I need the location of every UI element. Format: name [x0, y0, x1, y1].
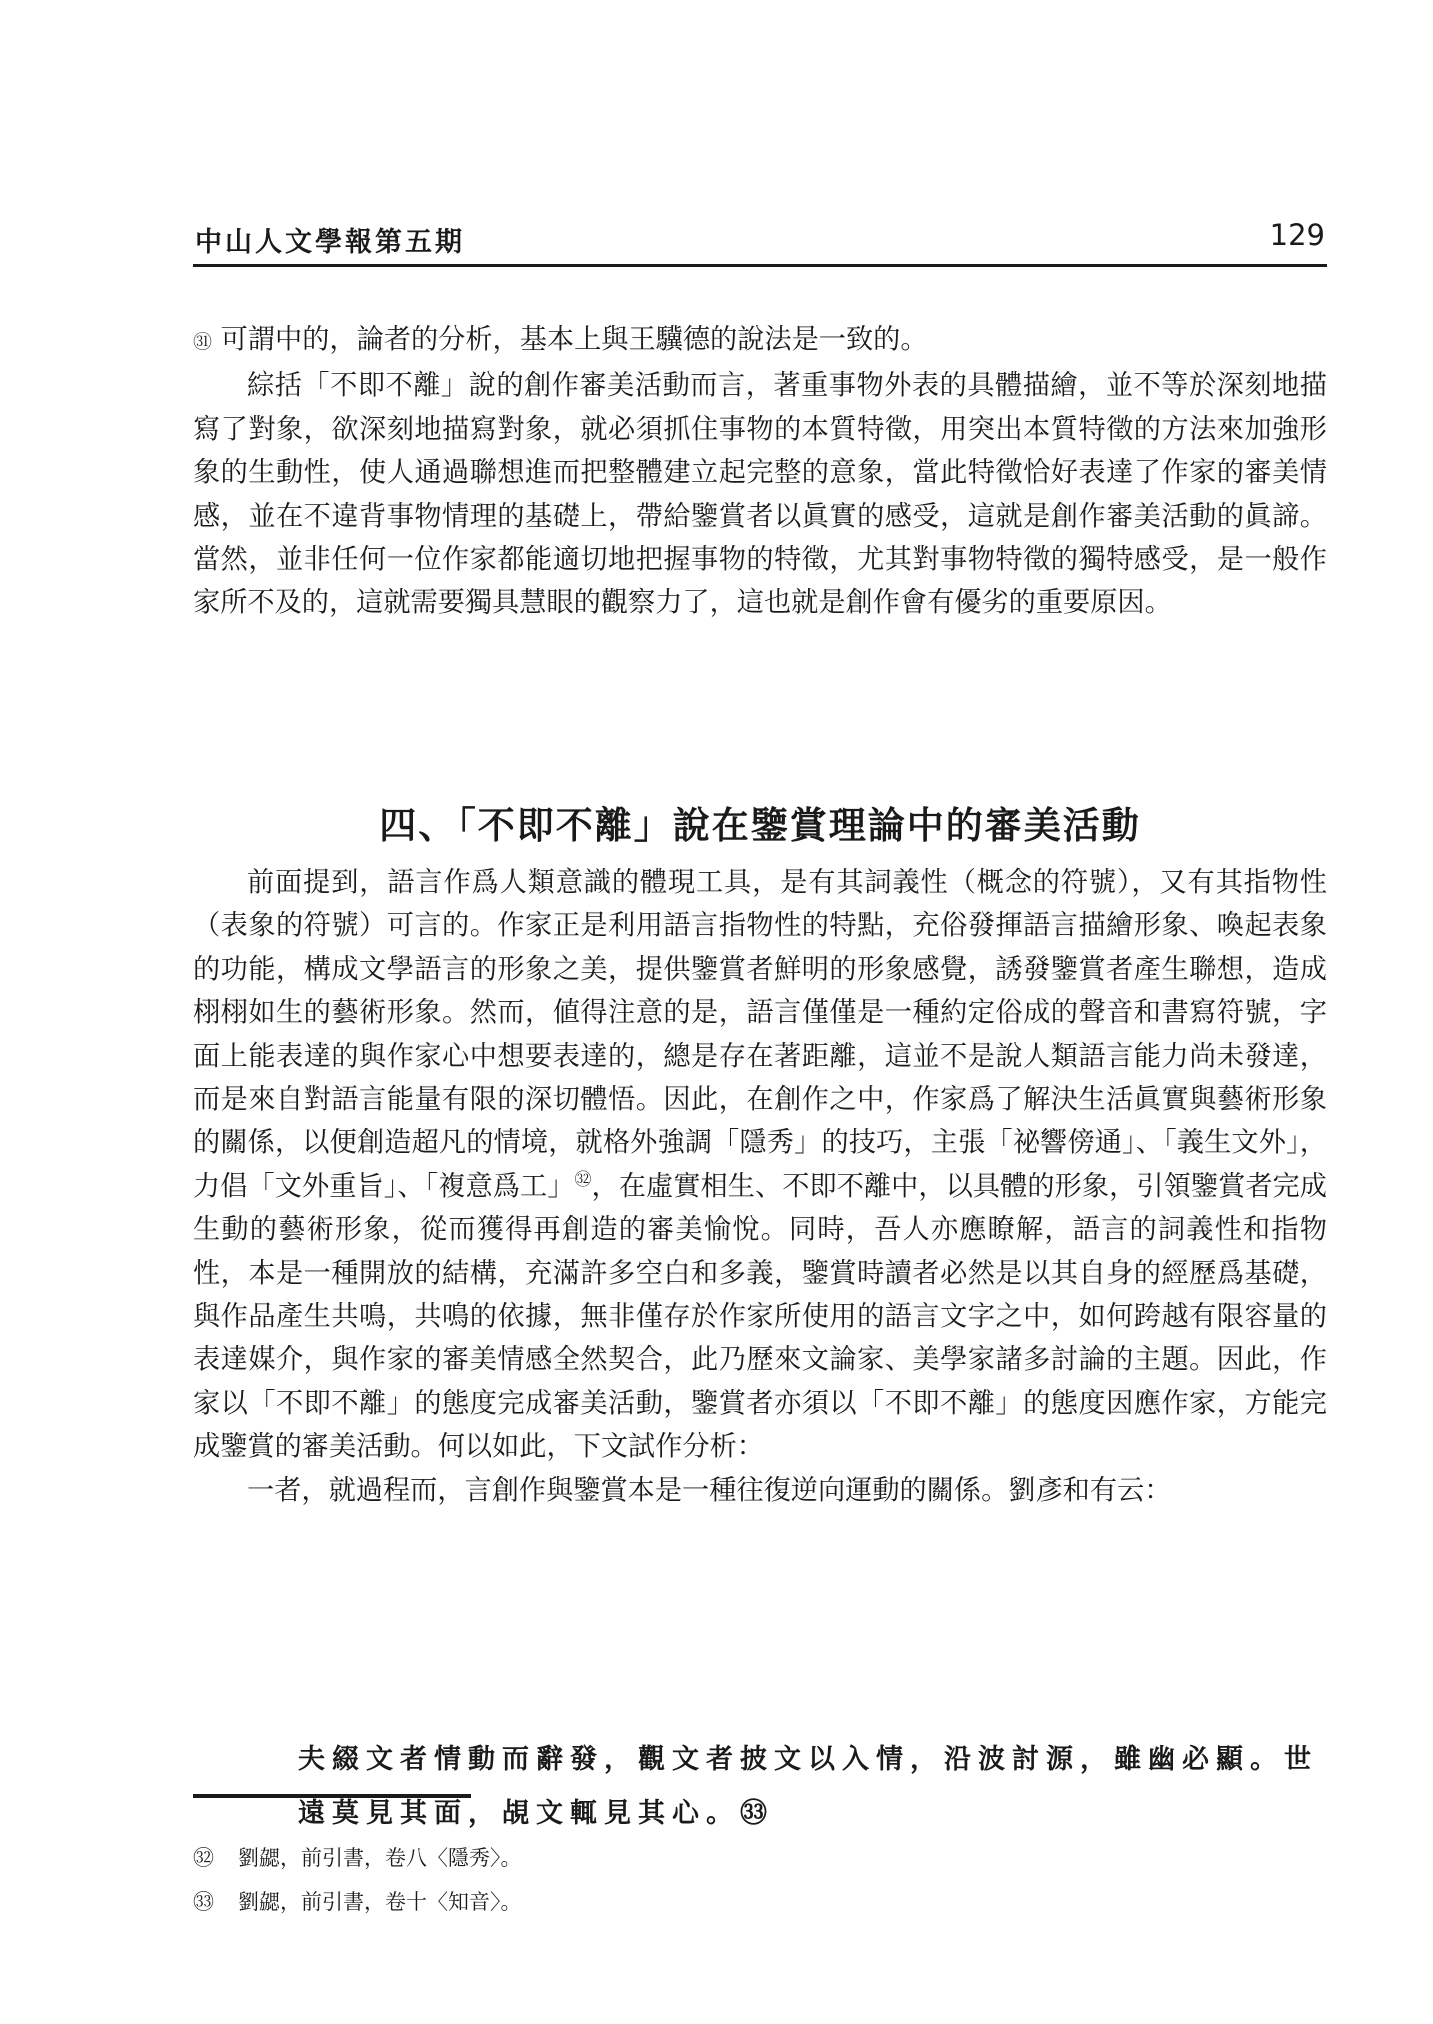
footnote-33	[193, 1880, 1327, 1924]
footnote-32	[193, 1836, 1327, 1880]
paragraph-summary: 綜括「不即不離」說的創作審美活動而言，著重事物外表的具體描繪，並不等於深刻地描寫了對象，欲深刻地描寫對象，就必須抓住事物的本質特徵，用突出本質特徵的方法來加強形象的生動性，使人通過聯想進而把整體建立起完整的意象，當此特徵恰好表達了作家的審美情感，並在不違背事物情理的基礎上，帶給鑒賞者以眞實的感受，這就是創作審美活動的眞諦。當然，並非任何一位作家都能適切地把握事物的特徵，尤其對事物特徵的獨特感受，是一般作家所不及的，這就需要獨具慧眼的觀察力了，這也就是創作會有優劣的重要原因。	[193, 370, 1327, 619]
footnote-marker: ㉛	[193, 331, 213, 353]
lower-body	[193, 861, 1327, 1512]
page-number: 129	[1269, 218, 1325, 252]
section-heading: 四、「不即不離」說在鑒賞理論中的審美活動	[379, 804, 1141, 847]
upper-body	[193, 318, 1327, 625]
footnote-mark: ㉝	[193, 1890, 214, 1914]
footnote-text: 劉勰，前引書，卷八〈隱秀〉。	[238, 1846, 522, 1870]
paragraph-text-part-2: ，在虛實相生、不即不離中，以具體的形象，引領鑒賞者完成生動的藝術形象，從而獲得再創造的審美愉悅。同時，吾人亦應瞭解，語言的詞義性和指物性，本是一種開放的結構，充滿許多空白和多義，鑒賞時讀者必然是以其自身的經歷爲基礎，與作品產生共鳴，共鳴的依據，無非僅存於作家所使用的語言文字之中，如何跨越有限容量的表達媒介，與作家的審美情感全然契合，此乃歷來文論家、美學家諸多討論的主題。因此，作家以「不即不離」的態度完成審美活動，鑒賞者亦須以「不即不離」的態度因應作家，方能完成鑒賞的審美活動。何以如此，下文試作分析：	[193, 1170, 1327, 1463]
footnote-separator	[193, 1794, 471, 1798]
paragraph-language	[193, 861, 1327, 1469]
paragraph-text: 可謂中的，論者的分析，基本上與王驥德的說法是一致的。	[220, 324, 928, 355]
paragraph-process: 一者，就過程而，言創作與鑒賞本是一種往復逆向運動的關係。劉彥和有云：	[247, 1474, 1172, 1506]
footnote-mark: ㉜	[193, 1846, 214, 1870]
footnote-reference-32: ㉜	[574, 1169, 592, 1190]
running-header	[193, 218, 1327, 267]
footnote-text: 劉勰，前引書，卷十〈知音〉。	[238, 1890, 522, 1914]
quote-line-2-text: 遠莫見其面，覘文輒見其心。	[298, 1798, 740, 1829]
paragraph-text-part-1: 前面提到，語言作爲人類意識的體現工具，是有其詞義性（概念的符號），又有其指物性（表象的符號）可言的。作家正是利用語言指物性的特點，充俗發揮語言描繪形象、喚起表象的功能，構成文學語言的形象之美，提供鑒賞者鮮明的形象感覺，誘發鑒賞者產生聯想，造成栩栩如生的藝術形象。然而，値得注意的是，語言僅僅是一種約定俗成的聲音和書寫符號，字面上能表達的與作家心中想要表達的，總是存在著距離，這並不是說人類語言能力尚未發達，而是來自對語言能量有限的深切體悟。因此，在創作之中，作家爲了解決生活眞實與藝術形象的關係，以便創造超凡的情境，就格外強調「隱秀」的技巧，主張「祕響傍通」、「義生文外」，力倡「文外重旨」、「複意爲工」	[193, 867, 1327, 1202]
block-quote	[298, 1733, 1327, 1841]
quote-line-1: 夫綴文者情動而辭發，觀文者披文以入情，沿波討源，雖幽必顯。世	[298, 1744, 1318, 1775]
footnote-reference-33: ㉝	[740, 1798, 774, 1829]
paragraph-continuation	[193, 318, 1327, 364]
journal-title: 中山人文學報第五期	[195, 227, 465, 258]
footnotes	[193, 1836, 1327, 1924]
